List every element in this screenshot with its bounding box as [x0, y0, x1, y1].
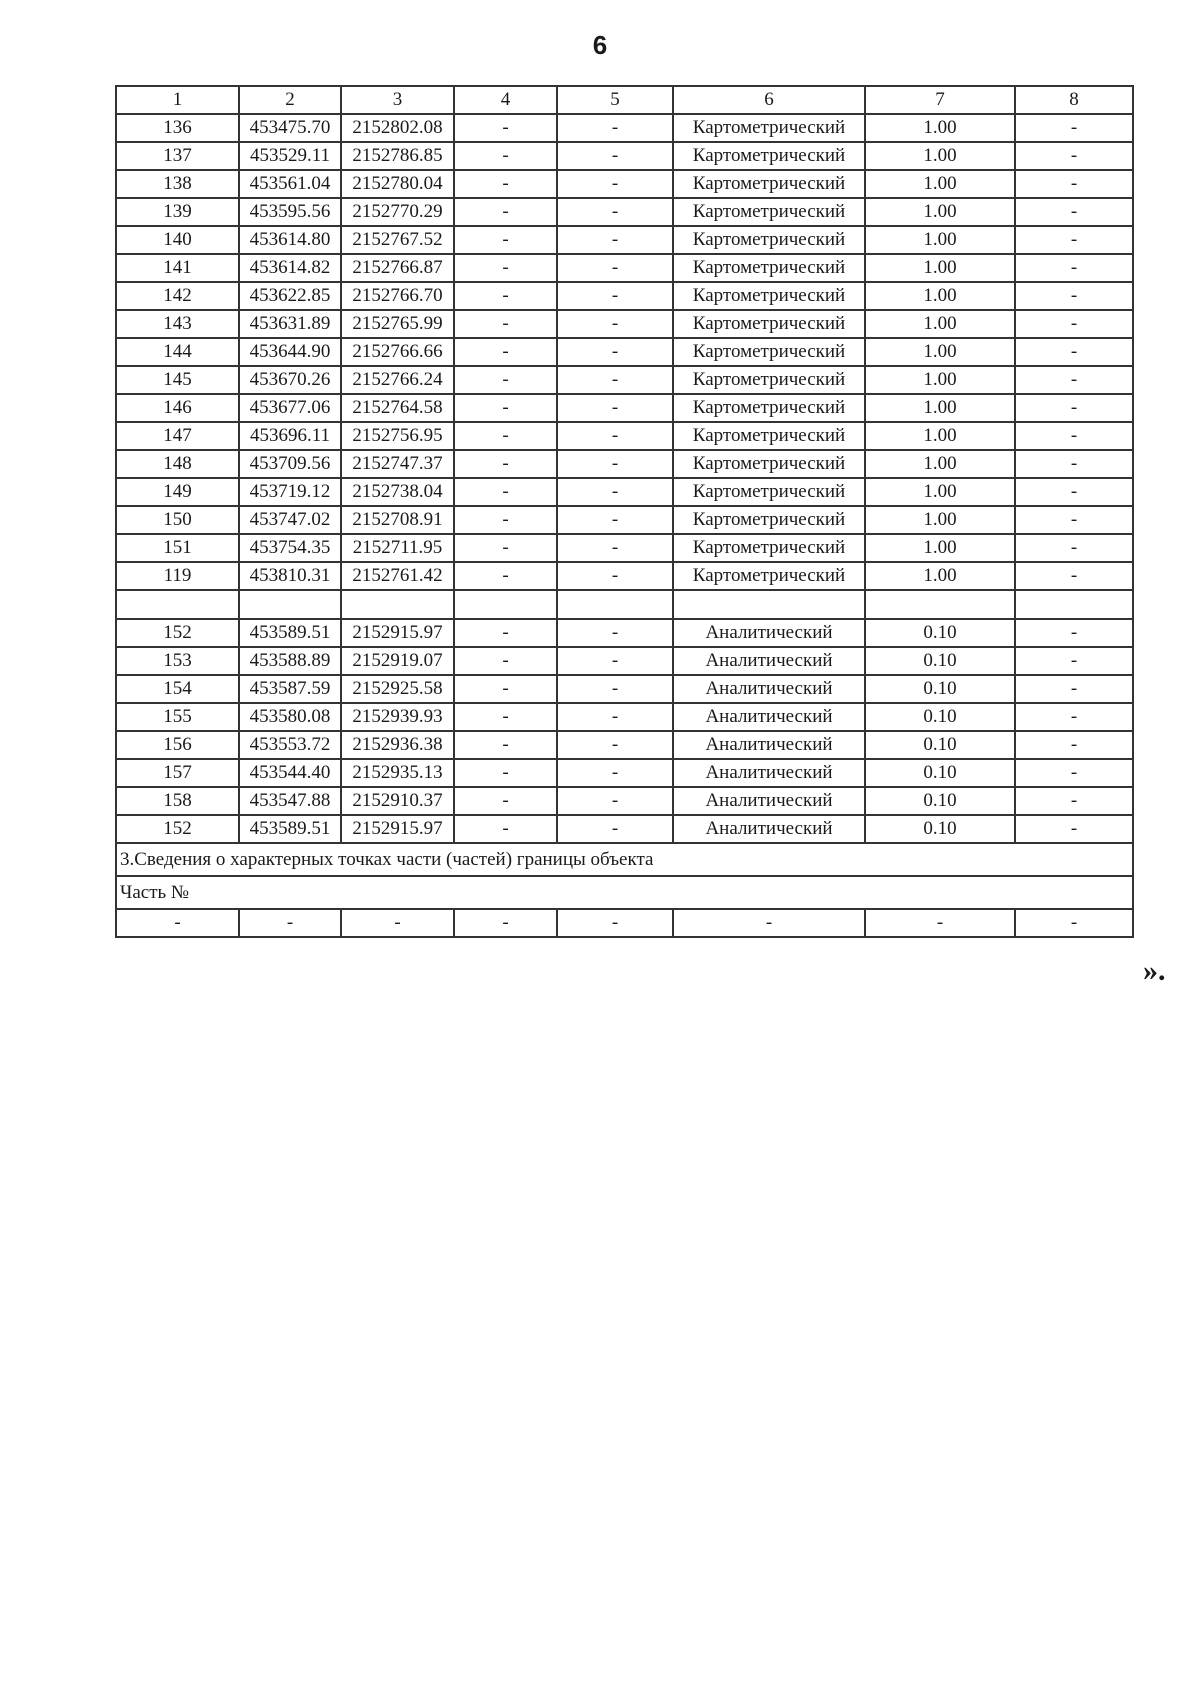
table-cell: 453670.26 [239, 366, 341, 394]
table-cell: - [454, 478, 557, 506]
empty-cell [673, 590, 865, 619]
table-cell: 2152711.95 [341, 534, 454, 562]
table-row [116, 647, 1133, 675]
table-cell: 453544.40 [239, 759, 341, 787]
table-cell: 1.00 [865, 310, 1015, 338]
table-cell: 453595.56 [239, 198, 341, 226]
table-cell: 453589.51 [239, 619, 341, 647]
table-cell: - [1015, 675, 1133, 703]
table-cell: 453587.59 [239, 675, 341, 703]
table-cell: - [454, 338, 557, 366]
table-cell: 158 [116, 787, 239, 815]
table-cell: - [1015, 506, 1133, 534]
table-cell: - [557, 478, 673, 506]
blank-separator-row [116, 590, 1133, 619]
table-cell: - [557, 310, 673, 338]
table-row [116, 422, 1133, 450]
header-cell: 7 [865, 86, 1015, 114]
table-cell: - [1015, 198, 1133, 226]
table-cell: Картометрический [673, 450, 865, 478]
table-cell: 453747.02 [239, 506, 341, 534]
table-cell: 154 [116, 675, 239, 703]
table-cell: 145 [116, 366, 239, 394]
table-cell: 0.10 [865, 619, 1015, 647]
table-cell: 1.00 [865, 170, 1015, 198]
table-cell: 453589.51 [239, 815, 341, 843]
table-cell: 2152935.13 [341, 759, 454, 787]
table-cell: 138 [116, 170, 239, 198]
table-cell: - [454, 787, 557, 815]
table-cell: 453547.88 [239, 787, 341, 815]
table-cell: 2152761.42 [341, 562, 454, 590]
table-cell: 2152802.08 [341, 114, 454, 142]
table-cell: 453644.90 [239, 338, 341, 366]
table-cell: 0.10 [865, 703, 1015, 731]
table-cell: 2152915.97 [341, 815, 454, 843]
table-cell: 146 [116, 394, 239, 422]
table-cell: Картометрический [673, 198, 865, 226]
table-cell: Картометрический [673, 506, 865, 534]
table-cell: - [557, 619, 673, 647]
table-cell: - [1015, 310, 1133, 338]
table-cell: 2152747.37 [341, 450, 454, 478]
table-cell: - [454, 254, 557, 282]
table-cell: - [557, 226, 673, 254]
table-cell: 1.00 [865, 450, 1015, 478]
table-cell: 152 [116, 619, 239, 647]
table-cell: - [557, 170, 673, 198]
table-cell: - [557, 815, 673, 843]
table-cell: - [1015, 731, 1133, 759]
table-cell: 2152766.66 [341, 338, 454, 366]
table-cell: Картометрический [673, 338, 865, 366]
empty-cell [116, 590, 239, 619]
table-row [116, 198, 1133, 226]
table-cell: - [1015, 422, 1133, 450]
table-cell: 1.00 [865, 394, 1015, 422]
table-cell: Картометрический [673, 394, 865, 422]
empty-cell [557, 590, 673, 619]
table-cell: 453561.04 [239, 170, 341, 198]
empty-cell [865, 590, 1015, 619]
table-row [116, 703, 1133, 731]
table-cell: - [454, 506, 557, 534]
table-cell: 453580.08 [239, 703, 341, 731]
table-cell: - [454, 114, 557, 142]
table-cell: 2152767.52 [341, 226, 454, 254]
table-cell: 1.00 [865, 226, 1015, 254]
section-title-row [116, 843, 1133, 876]
table-cell: 1.00 [865, 114, 1015, 142]
table-cell: 453614.80 [239, 226, 341, 254]
table-row [116, 450, 1133, 478]
table-cell: 142 [116, 282, 239, 310]
table-cell: 2152738.04 [341, 478, 454, 506]
table-cell: - [557, 338, 673, 366]
table-cell: 153 [116, 647, 239, 675]
table-cell: - [454, 394, 557, 422]
table-cell: - [341, 909, 454, 937]
table-row [116, 534, 1133, 562]
table-cell: 1.00 [865, 506, 1015, 534]
table-row [116, 506, 1133, 534]
table-cell: 0.10 [865, 731, 1015, 759]
table-cell: 1.00 [865, 142, 1015, 170]
table-row [116, 226, 1133, 254]
table-cell: - [1015, 619, 1133, 647]
table-cell: - [1015, 114, 1133, 142]
table-cell: - [454, 759, 557, 787]
table-cell: - [454, 619, 557, 647]
table-cell: 453614.82 [239, 254, 341, 282]
table-cell: - [454, 562, 557, 590]
table-cell: - [557, 675, 673, 703]
table-cell: Аналитический [673, 759, 865, 787]
table-cell: Аналитический [673, 619, 865, 647]
table-cell: 143 [116, 310, 239, 338]
table-cell: 2152708.91 [341, 506, 454, 534]
table-cell: - [454, 815, 557, 843]
table-cell: Картометрический [673, 114, 865, 142]
table-row [116, 562, 1133, 590]
table-cell: 150 [116, 506, 239, 534]
table-cell: 1.00 [865, 562, 1015, 590]
table-row [116, 310, 1133, 338]
table-cell: - [557, 534, 673, 562]
table-cell: - [1015, 909, 1133, 937]
table-cell: 453719.12 [239, 478, 341, 506]
table-cell: - [557, 366, 673, 394]
table-cell: 149 [116, 478, 239, 506]
table-cell: 147 [116, 422, 239, 450]
table-cell: - [557, 731, 673, 759]
table-cell: 453529.11 [239, 142, 341, 170]
table-cell: - [557, 647, 673, 675]
table-cell: 453709.56 [239, 450, 341, 478]
table-cell: 453553.72 [239, 731, 341, 759]
table-cell: 2152756.95 [341, 422, 454, 450]
table-cell: 2152786.85 [341, 142, 454, 170]
table-cell: 1.00 [865, 534, 1015, 562]
table-row [116, 478, 1133, 506]
table-cell: 453631.89 [239, 310, 341, 338]
table-cell: 140 [116, 226, 239, 254]
table-cell: - [454, 170, 557, 198]
table-cell: 1.00 [865, 366, 1015, 394]
table-cell: - [454, 310, 557, 338]
table-cell: 1.00 [865, 478, 1015, 506]
empty-cell [454, 590, 557, 619]
table-cell: 156 [116, 731, 239, 759]
table-row [116, 815, 1133, 843]
table-cell: Картометрический [673, 142, 865, 170]
table-cell: 453810.31 [239, 562, 341, 590]
table-cell: Аналитический [673, 787, 865, 815]
boundary-points-table [115, 85, 1134, 938]
table-cell: - [557, 909, 673, 937]
table-cell: - [1015, 787, 1133, 815]
table-cell: 2152939.93 [341, 703, 454, 731]
table-cell: - [239, 909, 341, 937]
table-cell: - [1015, 647, 1133, 675]
table-cell: - [557, 114, 673, 142]
table-cell: - [557, 394, 673, 422]
table-cell: - [1015, 394, 1133, 422]
table-cell: - [1015, 338, 1133, 366]
table-cell: 2152780.04 [341, 170, 454, 198]
table-cell: - [1015, 759, 1133, 787]
table-cell: - [1015, 366, 1133, 394]
table-cell: 0.10 [865, 815, 1015, 843]
table-cell: 1.00 [865, 422, 1015, 450]
table-cell: 453696.11 [239, 422, 341, 450]
table-row [116, 394, 1133, 422]
table-row [116, 619, 1133, 647]
table-cell: Картометрический [673, 366, 865, 394]
table-cell: 151 [116, 534, 239, 562]
table-row [116, 254, 1133, 282]
table-cell: 0.10 [865, 787, 1015, 815]
table-cell: 2152915.97 [341, 619, 454, 647]
table-cell: - [1015, 142, 1133, 170]
table-cell: 0.10 [865, 647, 1015, 675]
table-cell: 139 [116, 198, 239, 226]
table-cell: Картометрический [673, 534, 865, 562]
table-cell: 2152764.58 [341, 394, 454, 422]
table-cell: Картометрический [673, 562, 865, 590]
table-cell: - [454, 422, 557, 450]
table-cell: 453588.89 [239, 647, 341, 675]
table-cell: Картометрический [673, 254, 865, 282]
table-cell: - [1015, 703, 1133, 731]
table-cell: Аналитический [673, 675, 865, 703]
table-cell: - [1015, 534, 1133, 562]
empty-cell [1015, 590, 1133, 619]
table-cell: - [557, 506, 673, 534]
table-cell: 453677.06 [239, 394, 341, 422]
table-cell: Картометрический [673, 422, 865, 450]
table-cell: 1.00 [865, 338, 1015, 366]
table-cell: - [454, 534, 557, 562]
header-cell: 4 [454, 86, 557, 114]
table-cell: - [454, 731, 557, 759]
closing-quote: ». [1143, 954, 1166, 987]
table-cell: 2152766.87 [341, 254, 454, 282]
table-cell: - [557, 787, 673, 815]
header-cell: 5 [557, 86, 673, 114]
header-cell: 2 [239, 86, 341, 114]
section-title: 3.Сведения о характерных точках части (частей) границы объекта [116, 843, 1133, 876]
table-cell: - [557, 282, 673, 310]
header-row [116, 86, 1133, 114]
table-cell: Аналитический [673, 703, 865, 731]
table-cell: 453475.70 [239, 114, 341, 142]
table-cell: 2152770.29 [341, 198, 454, 226]
table-cell: - [454, 226, 557, 254]
table-cell: Аналитический [673, 815, 865, 843]
table-cell: 136 [116, 114, 239, 142]
table-cell: - [557, 759, 673, 787]
table-cell: Аналитический [673, 647, 865, 675]
header-cell: 8 [1015, 86, 1133, 114]
table-cell: 453622.85 [239, 282, 341, 310]
table-cell: - [454, 450, 557, 478]
table-row [116, 114, 1133, 142]
table-cell: 144 [116, 338, 239, 366]
table-cell: Картометрический [673, 310, 865, 338]
table-cell: - [454, 198, 557, 226]
header-cell: 3 [341, 86, 454, 114]
part-label-row [116, 876, 1133, 909]
table-cell: - [454, 675, 557, 703]
table-cell: 152 [116, 815, 239, 843]
table-cell: - [557, 703, 673, 731]
table-cell: 119 [116, 562, 239, 590]
table-cell: 2152925.58 [341, 675, 454, 703]
table-row [116, 142, 1133, 170]
table-cell: 0.10 [865, 675, 1015, 703]
table-cell: - [454, 282, 557, 310]
table-cell: 1.00 [865, 282, 1015, 310]
table-cell: - [1015, 226, 1133, 254]
table-cell: - [557, 562, 673, 590]
table-cell: Картометрический [673, 478, 865, 506]
table-cell: Картометрический [673, 170, 865, 198]
table-cell: - [1015, 478, 1133, 506]
table-cell: - [454, 142, 557, 170]
table-cell: 148 [116, 450, 239, 478]
table-cell: 2152766.24 [341, 366, 454, 394]
table-row [116, 675, 1133, 703]
table-cell: 0.10 [865, 759, 1015, 787]
table-cell: - [1015, 562, 1133, 590]
table-cell: 1.00 [865, 254, 1015, 282]
table-row [116, 282, 1133, 310]
table-cell: 155 [116, 703, 239, 731]
table-row [116, 366, 1133, 394]
table-cell: - [1015, 254, 1133, 282]
table-cell: 137 [116, 142, 239, 170]
table-row [116, 787, 1133, 815]
table-cell: 2152766.70 [341, 282, 454, 310]
table-cell: - [673, 909, 865, 937]
table-cell: - [865, 909, 1015, 937]
table-cell: - [116, 909, 239, 937]
table-cell: - [454, 703, 557, 731]
empty-cell [341, 590, 454, 619]
table-cell: - [454, 647, 557, 675]
header-cell: 6 [673, 86, 865, 114]
table-cell: 453754.35 [239, 534, 341, 562]
page-number: 6 [592, 30, 608, 60]
table-cell: - [454, 909, 557, 937]
table-cell: Картометрический [673, 282, 865, 310]
part-values-row [116, 909, 1133, 937]
table-cell: - [1015, 815, 1133, 843]
table-cell: 2152910.37 [341, 787, 454, 815]
table-row [116, 731, 1133, 759]
table-cell: - [557, 422, 673, 450]
table-row [116, 759, 1133, 787]
table-cell: 2152936.38 [341, 731, 454, 759]
table-cell: - [1015, 450, 1133, 478]
table-cell: - [557, 142, 673, 170]
table-cell: 2152919.07 [341, 647, 454, 675]
table-cell: - [1015, 282, 1133, 310]
part-label: Часть № [116, 876, 1133, 909]
table-cell: 1.00 [865, 198, 1015, 226]
table-cell: - [557, 450, 673, 478]
header-cell: 1 [116, 86, 239, 114]
table-row [116, 170, 1133, 198]
table-row [116, 338, 1133, 366]
table-cell: 141 [116, 254, 239, 282]
table-cell: - [557, 254, 673, 282]
table-cell: - [1015, 170, 1133, 198]
table-cell: 2152765.99 [341, 310, 454, 338]
table-cell: Аналитический [673, 731, 865, 759]
table-cell: Картометрический [673, 226, 865, 254]
table-cell: 157 [116, 759, 239, 787]
table-cell: - [557, 198, 673, 226]
table-cell: - [454, 366, 557, 394]
empty-cell [239, 590, 341, 619]
